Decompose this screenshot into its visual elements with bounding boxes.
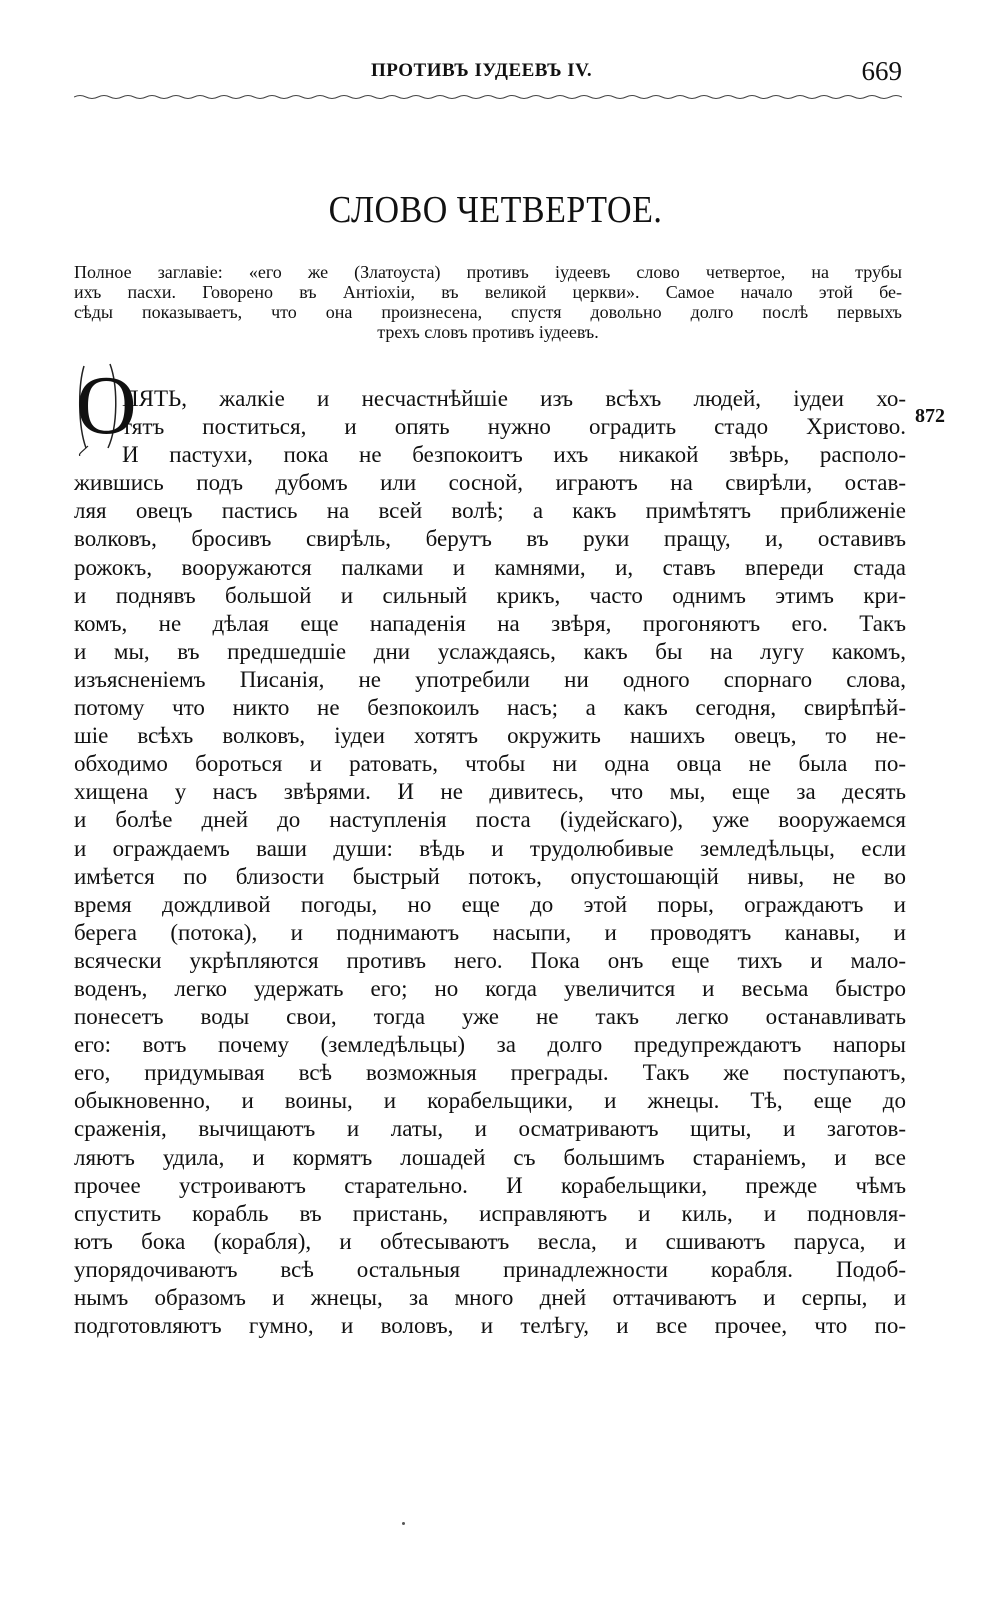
page-header (74, 56, 902, 96)
text-line: его, придумывая всѣ возможныя преграды. Такъ же поступаютъ, (74, 1060, 906, 1086)
text-line: ляютъ удила, и кормятъ лошадей съ большимъ стараніемъ, и все (74, 1144, 906, 1170)
text-line: берега (потока), и поднимаютъ насыпи, и проводятъ канавы, и (74, 919, 906, 945)
text-line: тятъ поститься, и опять нужно оградить стадо Христово. (122, 414, 906, 440)
page-number: 669 (861, 56, 902, 86)
body-text (74, 385, 906, 1340)
text-line: спустить корабль въ пристань, исправляютъ и киль, и подновля- (74, 1200, 906, 1226)
note-line: Полное заглавіе: «его же (Златоуста) противъ іудеевъ слово четвертое, на трубы (74, 262, 902, 282)
text-line: рожокъ, вооружаются палками и камнями, и, ставъ впереди стада (74, 554, 906, 580)
note-line: ихъ пасхи. Говорено въ Антіохіи, въ великой церкви». Самое начало этой бе- (74, 282, 902, 302)
text-line: и болѣе дней до наступленія поста (іудейскаго), уже вооружаемся (74, 807, 906, 833)
text-line: упорядочиваютъ всѣ остальныя принадлежности корабля. Подоб- (74, 1256, 906, 1282)
text-line: нымъ образомъ и жнецы, за много дней оттачиваютъ и серпы, и (74, 1285, 906, 1310)
text-line: изъясненіемъ Писанія, не употребили ни одного спорнаго слова, (74, 666, 906, 692)
text-line: сраженія, вычищаютъ и латы, и осматриваютъ щиты, и заготов- (74, 1116, 906, 1142)
sermon-title: СЛОВО ЧЕТВЕРТОЕ. (328, 189, 663, 232)
text-line: обходимо бороться и ратовать, чтобы ни одна овца не была по- (74, 751, 906, 777)
header-rule (74, 94, 902, 100)
text-line: всячески укрѣпляются противъ него. Пока онъ еще тихъ и мало- (74, 947, 906, 973)
text-line: потому что никто не безпокоилъ насъ; а какъ сегодня, свирѣпѣй- (74, 695, 906, 721)
text-line: время дождливой погоды, но еще до этой поры, ограждаютъ и (74, 891, 906, 917)
text-line: обыкновенно, и воины, и корабельщики, и жнецы. Тѣ, еще до (74, 1088, 906, 1114)
running-title: ПРОТИВЪ ІУДЕЕВЪ IV. (371, 60, 593, 81)
margin-reference-number: 872 (915, 405, 945, 427)
text-line: и мы, въ предшедшіе дни услаждаясь, какъ бы на лугу какомъ, (74, 638, 906, 664)
text-line: волковъ, бросивъ свирѣль, берутъ въ руки пращу, и, оставивъ (74, 526, 906, 552)
text-line: имѣется по близости быстрый потокъ, опустошающій нивы, не во (74, 863, 906, 889)
text-line: хищена у насъ звѣрями. И не дивитесь, что мы, еще за десять (74, 779, 906, 805)
stray-mark (402, 1522, 405, 1525)
text-line: его: вотъ почему (земледѣльцы) за долго предупреждаютъ напоры (74, 1032, 906, 1058)
note-line: сѣды показываетъ, что она произнесена, спустя довольно долго послѣ первыхъ (74, 302, 902, 322)
text-line: прочее устроиваютъ старательно. И корабельщики, прежде чѣмъ (74, 1172, 906, 1198)
text-line: ютъ бока (корабля), и обтесываютъ весла, и сшиваютъ паруса, и (74, 1228, 906, 1254)
text-line: понесетъ воды свои, тогда уже не такъ легко останавливать (74, 1004, 906, 1030)
text-line: И пастухи, пока не безпокоитъ ихъ никакой звѣрь, располо- (122, 442, 906, 468)
text-line: жившись подъ дубомъ или сосной, играютъ на свирѣли, остав- (74, 470, 906, 496)
text-line: и ограждаемъ ваши души: вѣдь и трудолюбивые земледѣльцы, если (74, 835, 906, 861)
text-line: комъ, не дѣлая еще нападенія на звѣря, прогоняютъ его. Такъ (74, 610, 906, 636)
text-line: ляя овецъ пастись на всей волѣ; а какъ примѣтятъ приближеніе (74, 498, 906, 524)
text-line: воденъ, легко удержать его; но когда увеличится и весьма быстро (74, 975, 906, 1001)
text-line: ПЯТЬ, жалкіе и несчастнѣйшіе изъ всѣхъ людей, іудеи хо- (122, 386, 906, 411)
text-line: шіе всѣхъ волковъ, іудеи хотятъ окружить нашихъ овецъ, то не- (74, 723, 906, 749)
drop-cap-letter: О (76, 359, 137, 452)
full-title-note (74, 262, 902, 342)
text-line: подготовляютъ гумно, и воловъ, и телѣгу, и все прочее, что по- (74, 1313, 906, 1339)
text-line: и поднявъ большой и сильный крикъ, часто однимъ этимъ кри- (74, 582, 906, 608)
note-line: трехъ словъ противъ іудеевъ. (377, 322, 599, 342)
